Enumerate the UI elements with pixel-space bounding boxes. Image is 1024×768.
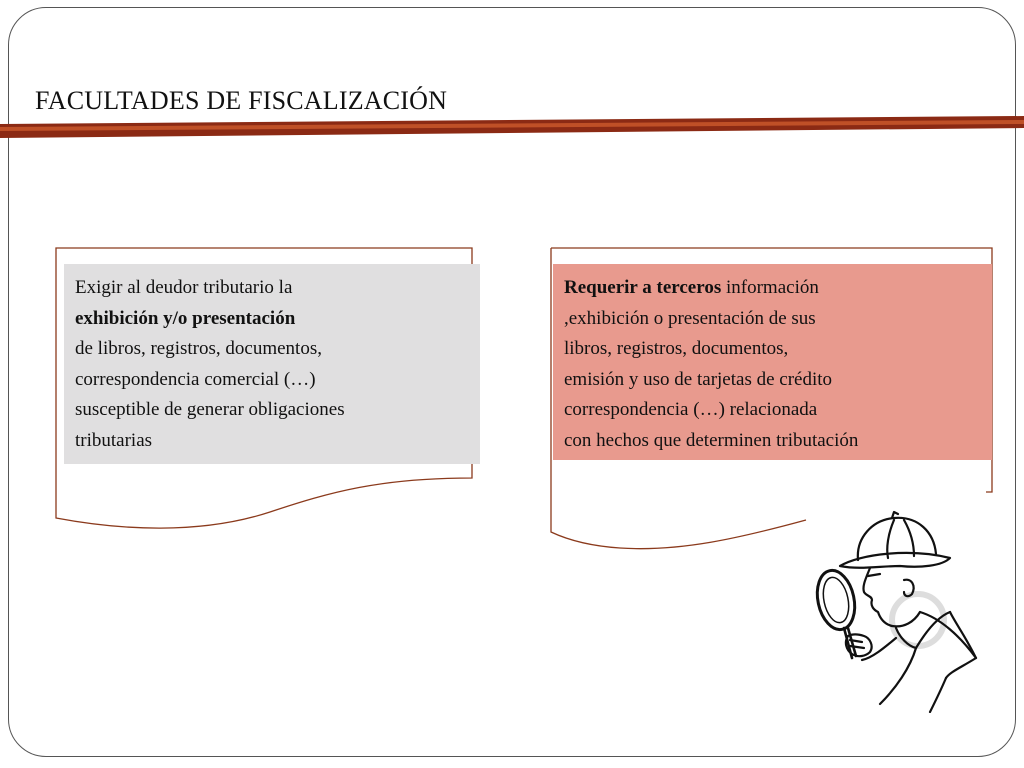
right-card-line-3: libros, registros, documentos, (564, 338, 789, 359)
right-card-line-1-rest: información (721, 277, 819, 298)
right-card (553, 264, 992, 460)
left-card (64, 264, 480, 464)
right-card-line-2: ,exhibición o presentación de sus (564, 307, 816, 329)
left-card-line-5: susceptible de generar obligaciones (75, 399, 345, 420)
magnifier-rim (812, 567, 860, 633)
jaw (892, 612, 920, 626)
coat-body (880, 648, 946, 712)
right-card-line-4: emisión y uso de tarjetas de crédito (564, 368, 833, 390)
left-card-line-3: de libros, registros, documentos, (75, 338, 322, 359)
detective-magnifier-icon (800, 508, 990, 713)
hat-brim (840, 553, 950, 568)
coat-cape (950, 612, 976, 658)
left-card-line-1: Exigir al deudor tributario la (75, 277, 293, 298)
arm (862, 638, 896, 660)
right-card-line-1 (564, 273, 982, 304)
right-card-line-6: con hechos que determinen tributación (564, 429, 859, 451)
left-card-line-4: correspondencia comercial (…) (75, 368, 316, 390)
left-card-line-6: tributarias (75, 429, 153, 451)
right-card-line-1-bold: Requerir a terceros (564, 277, 722, 298)
left-card-line-2: exhibición y/o presentación (75, 307, 296, 329)
eyebrow (868, 574, 880, 576)
right-card-line-5: correspondencia (…) relacionada (564, 399, 818, 420)
slide-title: FACULTADES DE FISCALIZACIÓN (35, 86, 448, 115)
